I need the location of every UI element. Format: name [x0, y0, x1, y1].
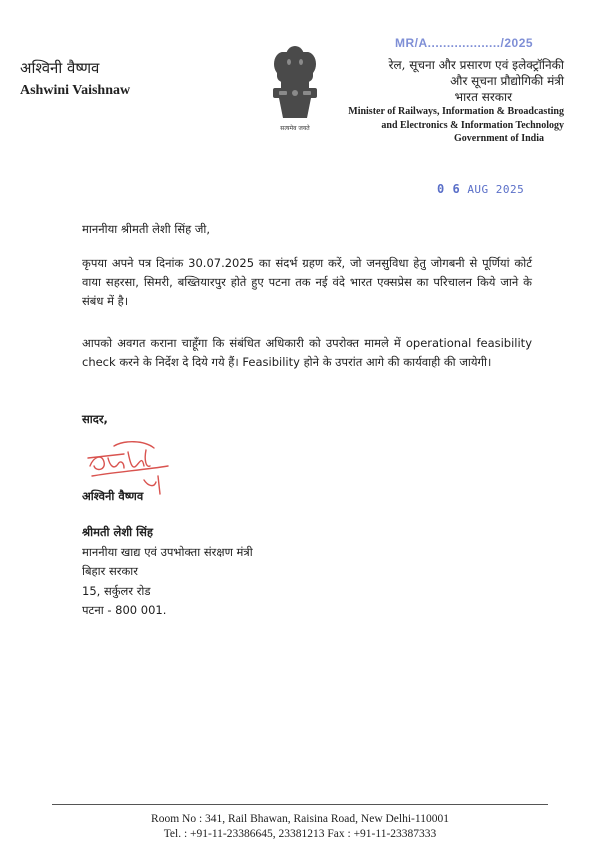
recipient-name: श्रीमती लेशी सिंह [82, 525, 153, 539]
recipient-street: 15, सर्कुलर रोड [82, 583, 151, 598]
footer [0, 812, 600, 842]
emblem-motto: सत्यमेव जयते [280, 125, 310, 132]
body-paragraph: आपको अवगत कराना चाहूँगा कि संबंधित अधिकारी को उपरोक्त मामले में operational feasibility check करने के निर्देश दे दिये गये हैं। Feasibility होने के उपरांत आगे की कार्यवाही की जायेगी। [82, 336, 532, 369]
designation-english-line: and Electronics & Information Technology [381, 119, 564, 131]
reference-number: MR/A.................../2025 [395, 36, 534, 50]
date-stamp-day: 0 6 [437, 182, 461, 196]
recipient-title: माननीया खाद्य एवं उपभोक्ता संरक्षण मंत्री [82, 544, 253, 559]
footer-contact: Tel. : +91-11-23386645, 23381213 Fax : +91-11-23387333 [163, 828, 437, 840]
designation-hindi-line: भारत सरकार [454, 90, 512, 104]
closing: सादर, [82, 412, 108, 426]
footer-address: Room No : 341, Rail Bhawan, Raisina Road, New Delhi-110001 [151, 813, 449, 825]
footer-divider [52, 804, 548, 805]
designation-block [324, 57, 564, 146]
salutation: माननीया श्रीमती लेशी सिंह जी, [82, 222, 211, 236]
designation-hindi-line: रेल, सूचना और प्रसारण एवं इलेक्ट्रॉनिकी [388, 58, 564, 72]
body-paragraph: कृपया अपने पत्र दिनांक 30.07.2025 का संदर्भ ग्रहण करें, जो जनसुविधा हेतु जोगबनी से पूर्णियां कोर्ट वाया सहरसा, सिमरी, बख्तियारपुर होते हुए पटना तक नई वंदे भारत एक्सप्रेस का परिचालन किये जाने के संबंध में है। [82, 256, 532, 308]
signer-name: अश्विनी वैष्णव [82, 489, 144, 503]
recipient-address [82, 523, 253, 621]
sender-name-hindi: अश्विनी वैष्णव [20, 59, 100, 77]
date-stamp [437, 182, 524, 196]
lion-capital-icon [263, 42, 327, 124]
designation-hindi-line: और सूचना प्रौद्योगिकी मंत्री [450, 74, 564, 88]
designation-english-line: Minister of Railways, Information & Broadcasting [348, 106, 564, 117]
designation-english-line: Government of India [454, 133, 544, 144]
sender-name-english: Ashwini Vaishnaw [20, 83, 131, 98]
national-emblem [263, 42, 327, 140]
recipient-city: पटना - 800 001. [82, 603, 167, 617]
recipient-government: बिहार सरकार [82, 564, 138, 578]
date-stamp-month-year: AUG 2025 [467, 183, 525, 196]
